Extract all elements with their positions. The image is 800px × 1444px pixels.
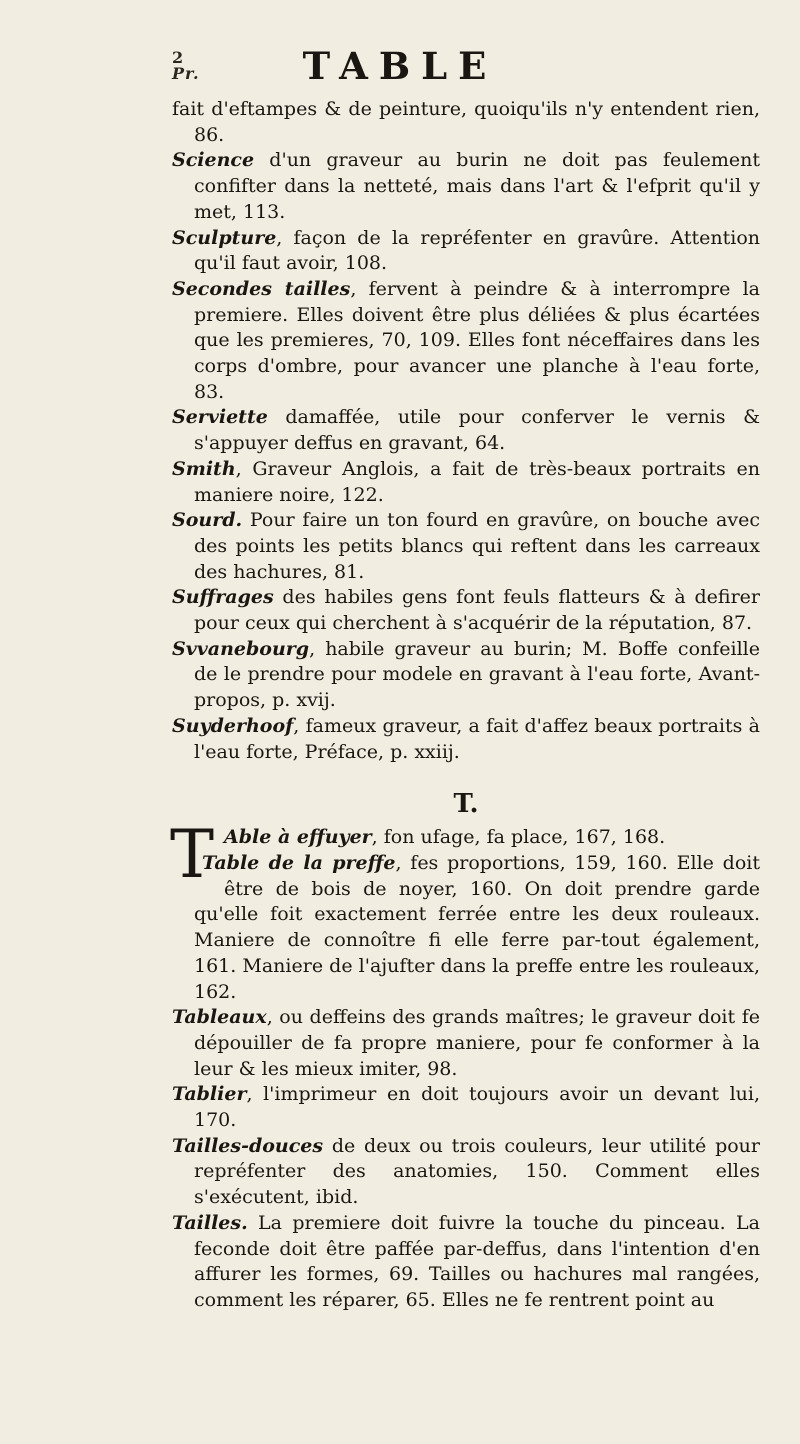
entry-text: , fervent à peindre & à interrompre la premiere. Elles doivent être plus déliées & plus écartées que les premieres, 70, 109. Elles font néceffaires dans les corps d'ombre, pour avancer une planche à l'eau forte, 83. [194,277,761,403]
signature-sub: Pr. [172,64,200,83]
index-entry [172,1134,760,1211]
entry-headword: Suffrages [172,586,274,609]
index-entry [172,457,760,508]
entry-text: des habiles gens font feuls flatteurs & à defirer pour ceux qui cherchent à s'acquérir de la réputation, 87. [194,586,760,635]
index-entry [172,405,760,456]
section-t-entries [172,851,760,1314]
entry-headword: Tableaux [172,1006,267,1029]
entry-text: , fameux graveur, a fait d'affez beaux portraits à l'eau forte, Préface, p. xxiij. [194,714,760,763]
entry-headword: Tailles. [172,1211,248,1234]
entry-headword: Science [172,149,255,172]
entry-headword: Serviette [172,406,268,429]
entry-text: , habile graveur au burin; M. Boffe confeille de le prendre pour modele en gravant à l'eau forte, Avant-propos, p. xvij. [194,637,760,712]
entry-headword: Tablier [172,1083,247,1106]
index-entry [172,508,760,585]
entry-text: La premiere doit fuivre la touche du pinceau. La feconde doit être paffée par-deffus, dans l'intention d'en affurer les formes, 69. Tailles ou hachures mal rangées, comment les réparer, 65. Elles ne fe rentrent point au [194,1211,760,1311]
entry-headword: Sourd. [172,509,243,532]
section-letter-t: T. [453,789,479,820]
entry-headword: Sculpture [172,226,277,249]
index-entry [172,226,760,277]
index-entry [172,585,760,636]
entry-headword: Tailles-douces [172,1134,324,1157]
entry-text: , fes proportions, 159, 160. Elle doit être de bois de noyer, 160. On doit prendre garde qu'elle foit exactement ferrée entre les deux rouleaux. Maniere de connoître fi elle ferre par-tout également, 161. Maniere de l'ajufter dans la preffe entre les rouleaux, 162. [194,851,760,1003]
entry-headword: Smith [172,457,236,480]
entry-text: de deux ou trois couleurs, leur utilité pour repréfenter des anatomies, 150. Comment elles s'exécutent, ibid. [194,1134,760,1209]
index-entry [172,97,760,148]
running-title: TABLE [302,44,498,88]
entry-headword: Svvanebourg [172,637,310,660]
entry-text: d'un graveur au burin ne doit pas feulement confifter dans la netteté, mais dans l'art & l'efprit qu'il y met, 113. [194,149,760,223]
entry-headword: Able à effuyer [224,826,372,849]
index-entry [172,1082,760,1133]
drop-cap: T [170,816,215,894]
index-entry [172,277,760,406]
index-entry [172,714,760,765]
entry-headword: Secondes tailles [172,277,351,300]
index-text [172,97,760,1314]
entry-text: fait d'eftampes & de peinture, quoiqu'ils n'y entendent rien, 86. [172,98,760,146]
index-entry [172,1005,760,1082]
entry-text: , façon de la repréfenter en gravûre. Attention qu'il faut avoir, 108. [194,226,760,275]
index-entry [172,637,760,714]
entry-text: , ou deffeins des grands maîtres; le graveur doit fe dépouiller de fa propre maniere, pour fe conformer à la leur & les mieux imiter, 98. [194,1006,760,1080]
signature-number: 2 [172,48,185,67]
entry-text: damaffée, utile pour conferver le vernis & s'appuyer deffus en gravant, 64. [194,406,760,455]
entry-headword: Suyderhoof [172,714,294,737]
entry-text: , fon ufage, fa place, 167, 168. [371,826,666,849]
index-entry [172,851,760,1005]
index-entry [172,1211,760,1314]
entry-text: , l'imprimeur en doit toujours avoir un devant lui, 170. [194,1083,760,1132]
index-entry [172,148,760,225]
entry-headword: Table de la preffe [202,851,396,874]
entry-text: , Graveur Anglois, a fait de très-beaux portraits en maniere noire, 122. [194,457,760,506]
entry-text: Pour faire un ton fourd en gravûre, on bouche avec des points les petits blancs qui reftent dans les carreaux des hachures, 81. [194,509,760,583]
section-s-entries [172,97,760,765]
